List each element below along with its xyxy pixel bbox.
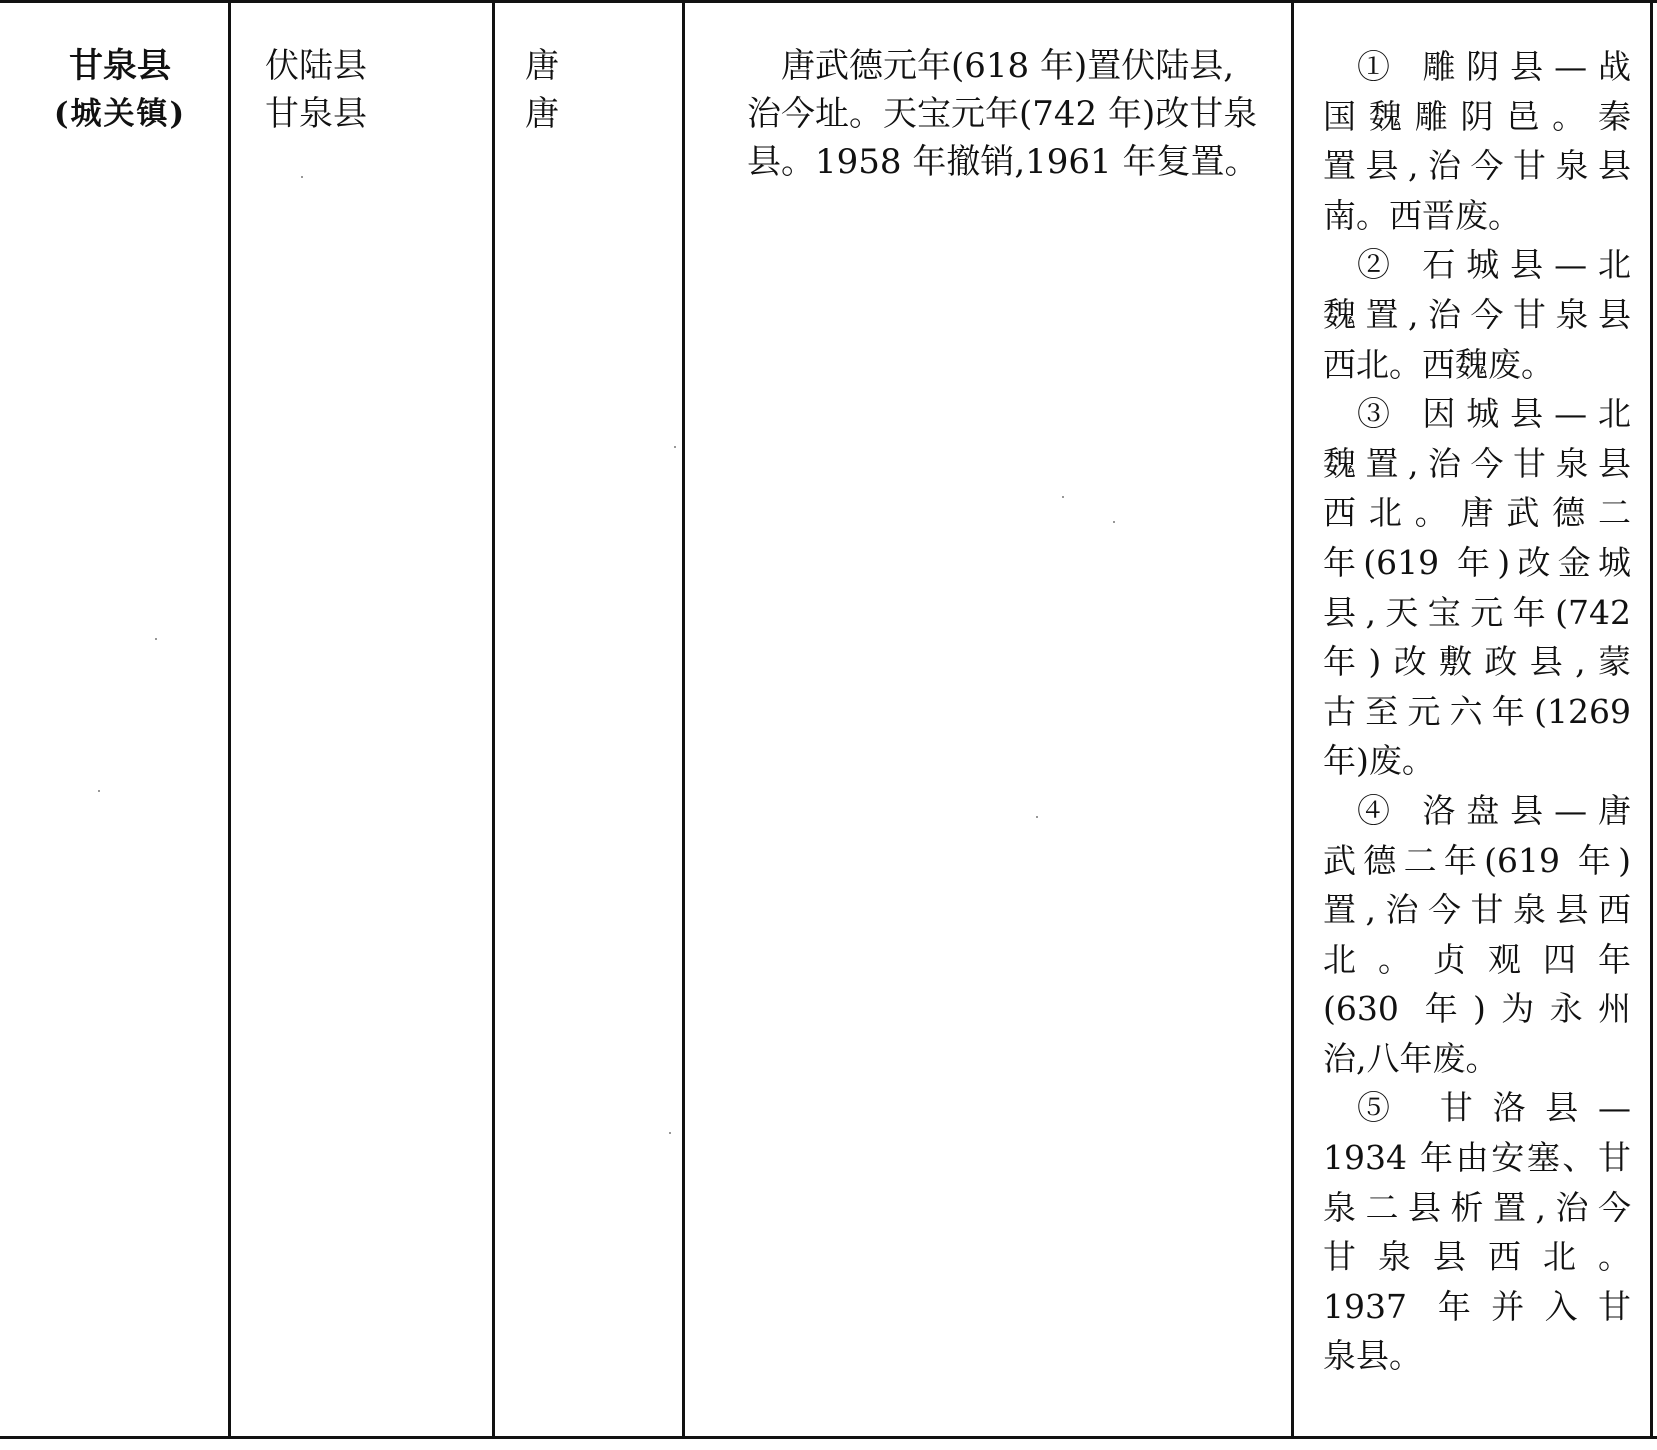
historical-names-cell	[265, 42, 495, 138]
column-rule-3	[682, 0, 685, 1438]
dynasty: 唐	[525, 94, 559, 134]
scan-speck	[1036, 816, 1038, 818]
note-item	[1323, 1083, 1631, 1381]
note-line: (630 年)为永州	[1323, 989, 1631, 1029]
column-rule-5	[1650, 0, 1653, 1438]
note-item	[1323, 786, 1631, 1084]
history-cell	[713, 42, 1283, 186]
scan-speck	[98, 790, 100, 792]
note-line: 魏置,治今甘泉县	[1323, 294, 1631, 334]
table-top-rule	[0, 0, 1657, 3]
scan-speck	[155, 638, 157, 640]
note-line: 西北。唐武德二	[1323, 493, 1631, 533]
note-line: 1937 年并入甘	[1323, 1286, 1631, 1326]
county-cell	[10, 42, 230, 138]
table-bottom-rule	[0, 1436, 1657, 1439]
note-line: 甘泉县西北。	[1323, 1237, 1631, 1277]
dynasty: 唐	[525, 46, 559, 86]
note-line: 泉二县析置,治今	[1323, 1187, 1631, 1227]
note-line: 古至元六年(1269	[1323, 691, 1631, 731]
note-line: 县,天宝元年(742	[1323, 592, 1631, 632]
note-line: ⑤ 甘洛县—	[1357, 1088, 1631, 1128]
note-line: 国魏雕阴邑。秦	[1323, 96, 1631, 136]
county-seat: (城关镇)	[53, 96, 187, 132]
note-line: 置,治今甘泉县西	[1323, 890, 1631, 930]
note-item	[1323, 240, 1631, 389]
historical-name: 伏陆县	[265, 46, 367, 86]
note-line: 年)废。	[1323, 741, 1435, 781]
note-line: 1934 年由安塞、甘	[1323, 1138, 1631, 1178]
history-line: 县。1958 年撤销,1961 年复置。	[747, 142, 1259, 182]
scan-speck	[301, 176, 303, 178]
note-line: ② 石城县—北	[1357, 245, 1631, 285]
note-line: 治,八年废。	[1323, 1038, 1499, 1078]
scan-speck	[669, 1132, 671, 1134]
history-line: 治今址。天宝元年(742 年)改甘泉	[747, 94, 1258, 134]
scan-speck	[1062, 496, 1064, 498]
note-item	[1323, 42, 1631, 240]
dynasty-cell	[525, 42, 625, 138]
county-name: 甘泉县	[69, 46, 171, 86]
note-line: 北。贞观四年	[1323, 939, 1631, 979]
note-line: 置县,治今甘泉县	[1323, 146, 1631, 186]
column-rule-2	[492, 0, 495, 1438]
note-line: 南。西晋废。	[1323, 195, 1521, 235]
historical-name: 甘泉县	[265, 94, 367, 134]
note-line: 魏置,治今甘泉县	[1323, 443, 1631, 483]
note-line: ① 雕阴县—战	[1357, 47, 1631, 86]
notes-cell	[1323, 42, 1631, 1381]
note-line: 武德二年(619 年)	[1323, 840, 1631, 880]
note-line: 西北。西魏废。	[1323, 344, 1554, 384]
note-line: ④ 洛盘县—唐	[1357, 790, 1631, 830]
note-line: 年)改敷政县,蒙	[1323, 642, 1631, 682]
column-rule-4	[1291, 0, 1294, 1438]
scan-speck	[674, 446, 676, 448]
note-line: ③ 因城县—北	[1357, 394, 1631, 434]
note-line: 泉县。	[1323, 1336, 1422, 1376]
column-rule-1	[228, 0, 231, 1438]
note-line: 年(619 年)改金城	[1323, 542, 1631, 582]
note-item	[1323, 389, 1631, 786]
scan-speck	[1113, 521, 1115, 523]
history-line: 唐武德元年(618 年)置伏陆县,	[781, 46, 1235, 86]
